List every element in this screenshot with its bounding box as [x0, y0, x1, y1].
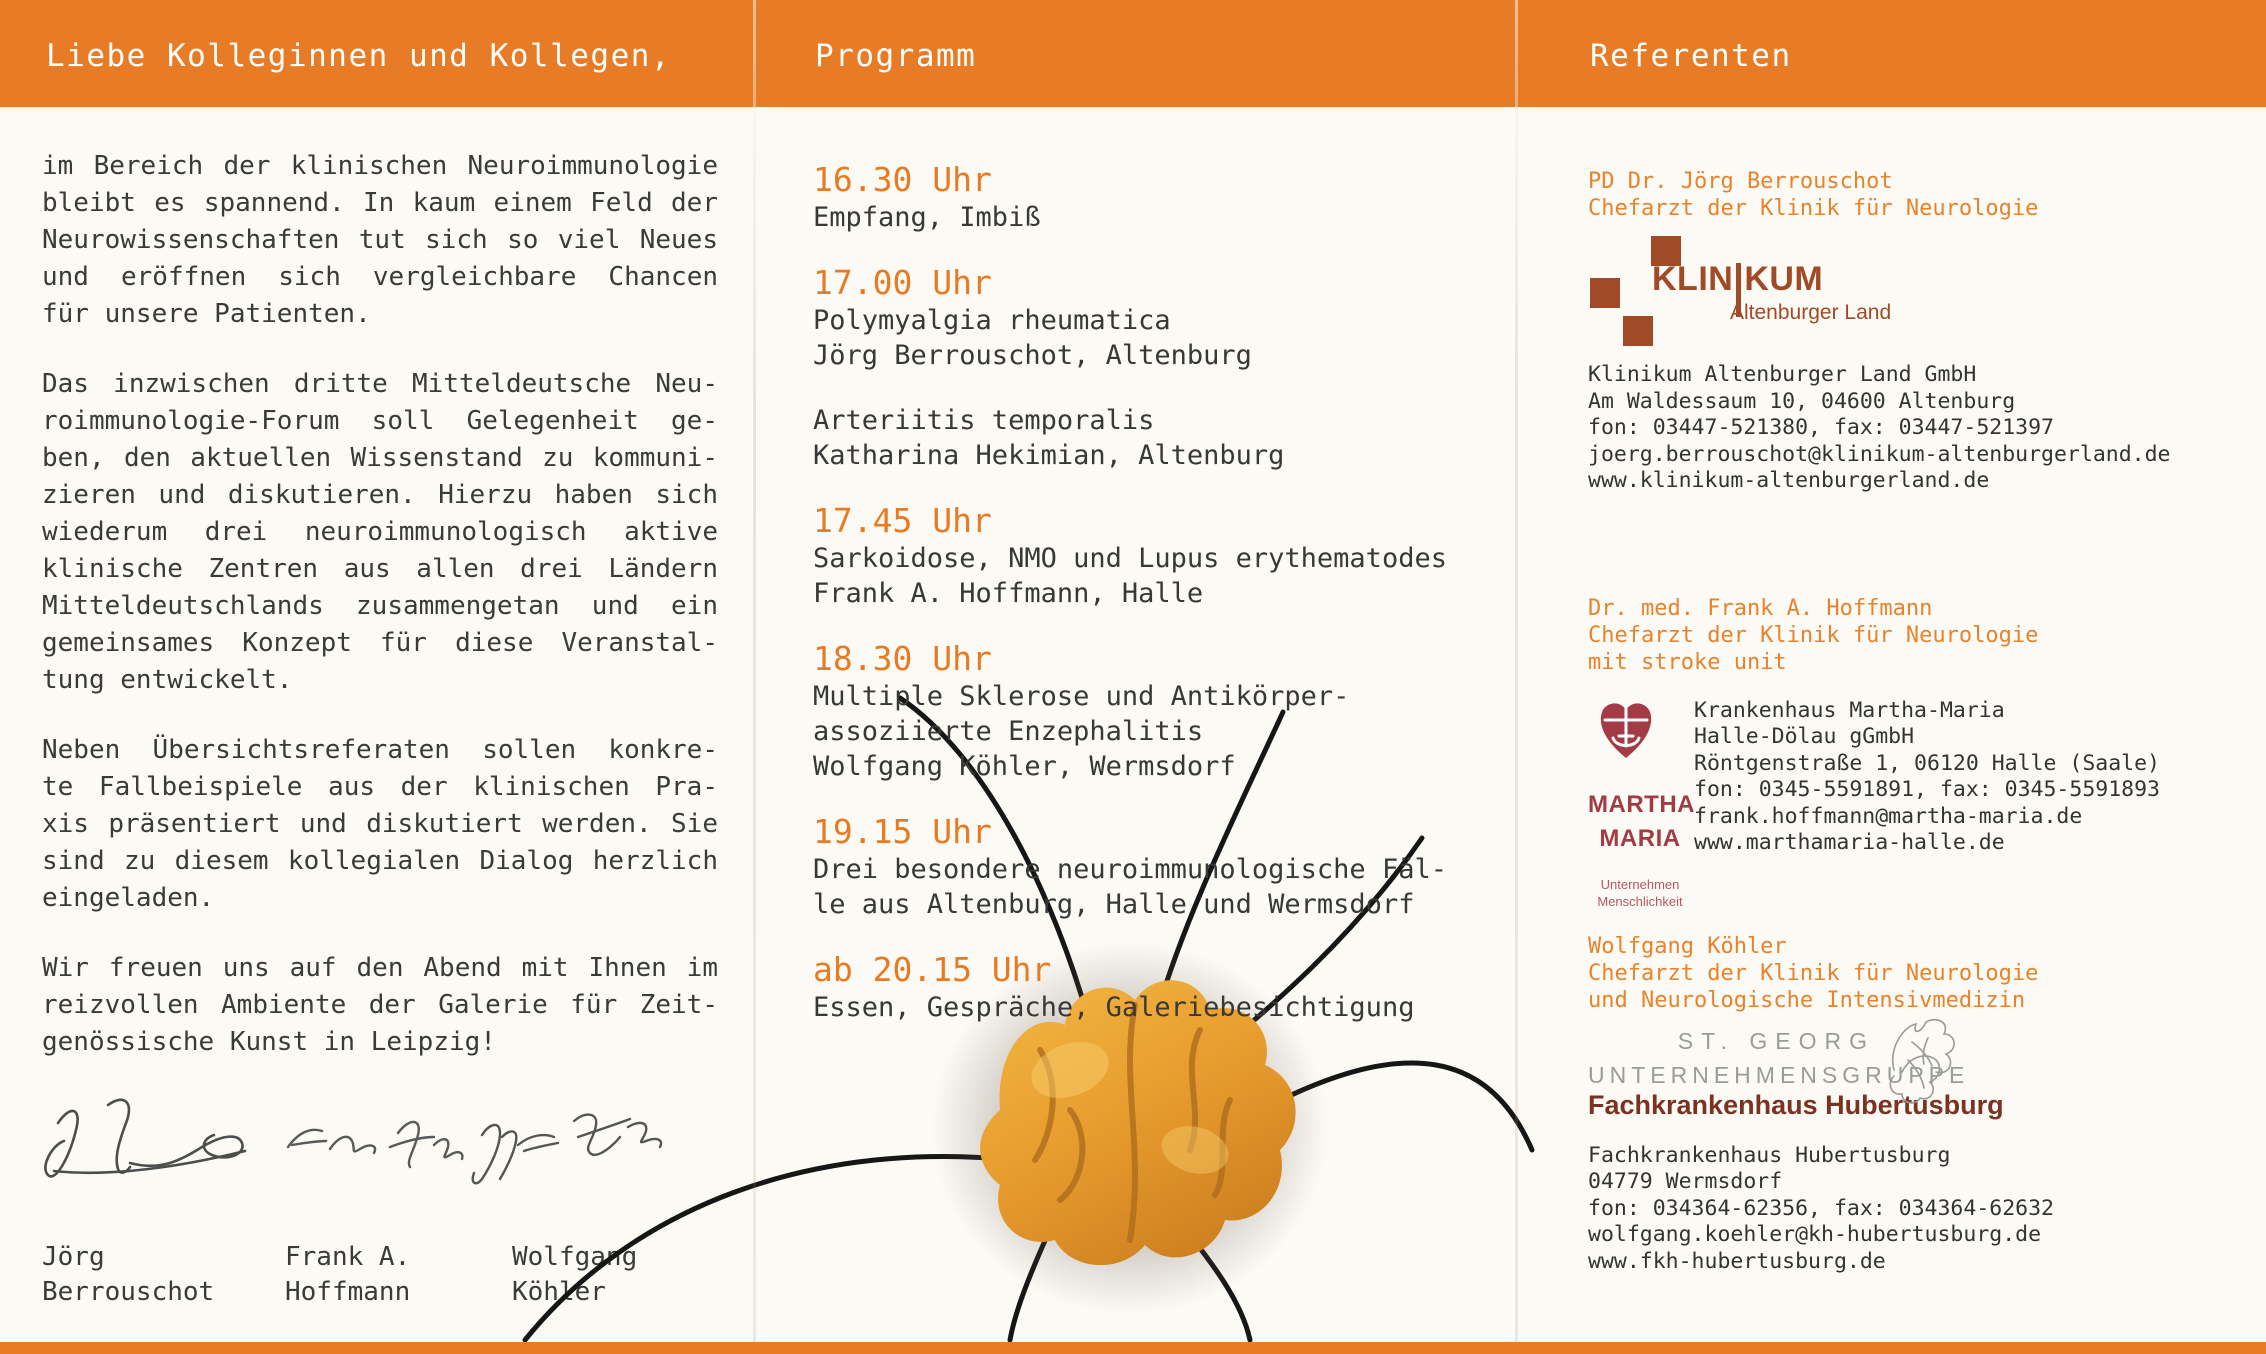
martha-maria-heart-icon — [1596, 696, 1656, 762]
text-line: bleibt es spannend. In kaum einem Feld der — [42, 188, 718, 218]
text-line: te Fallbeispiele aus der klinischen Pra- — [42, 772, 718, 802]
signatures-graphic — [30, 1075, 710, 1225]
program-item — [813, 812, 1513, 922]
st-georg-sketch-icon — [1882, 1012, 1960, 1110]
signatory-last-name: Berrouschot — [42, 1277, 215, 1307]
program-line: Jörg Berrouschot, Altenburg — [813, 340, 1252, 371]
program-line: le aus Altenburg, Halle und Wermsdorf — [813, 889, 1415, 920]
program-line: Multiple Sklerose und Antikörper- — [813, 681, 1350, 712]
greeting-paragraph-2 — [42, 366, 718, 699]
address-line: Am Waldessaum 10, 04600 Altenburg — [1588, 388, 2016, 414]
program-item — [813, 950, 1513, 1025]
text-line: ben, den aktuellen Wissenstand zu kommuni- — [42, 443, 718, 473]
klinikum-logo-subtitle: Altenburger Land — [1730, 301, 1892, 324]
referent-name: Dr. med. Frank A. Hoffmann — [1588, 595, 1933, 621]
text-line: im Bereich der klinischen Neuroimmunologie — [42, 151, 718, 181]
address-line: www.marthamaria-halle.de — [1694, 830, 2005, 855]
martha-maria-section — [1588, 696, 2250, 908]
program-item — [813, 639, 1513, 784]
fold-crease-right — [1515, 0, 1518, 1354]
program-item — [813, 501, 1513, 611]
text-line: Mitteldeutschlands zusammengetan und ein — [42, 591, 718, 621]
footer-band — [0, 1342, 2266, 1354]
martha-wordmark-line1: MARTHA — [1588, 790, 1695, 818]
signatory-first-name: Frank A. — [285, 1242, 411, 1272]
program-time: 19.15 Uhr — [813, 812, 992, 851]
klinikum-altenburger-land-logo — [1588, 236, 2250, 362]
program-item — [813, 263, 1513, 373]
referents-column — [1588, 160, 2250, 1275]
st-georg-wordmark-line2: UNTERNEHMENSGRUPPE — [1588, 1061, 1970, 1088]
program-line: Sarkoidose, NMO und Lupus erythematodes — [813, 543, 1447, 574]
program-line: Katharina Hekimian, Altenburg — [813, 440, 1285, 471]
text-line: zieren und diskutieren. Hierzu haben sich — [42, 480, 718, 510]
address-line: Klinikum Altenburger Land GmbH — [1588, 362, 1977, 387]
klinikum-wordmark-right: KUM — [1744, 260, 1824, 298]
address-line: joerg.berrouschot@klinikum-altenburgerland.de — [1588, 441, 2171, 467]
text-line: Das inzwischen dritte Mitteldeutsche Neu- — [42, 369, 718, 399]
program-line: Wolfgang Köhler, Wermsdorf — [813, 751, 1236, 782]
text-line: genössische Kunst in Leipzig! — [42, 1027, 496, 1057]
program-time: ab 20.15 Uhr — [813, 950, 1052, 989]
text-line: sind zu diesem kollegialen Dialog herzlich — [42, 846, 718, 876]
text-line: roimmunologie-Forum soll Gelegenheit ge- — [42, 406, 718, 436]
address-line: fon: 034364-62356, fax: 034364-62632 — [1588, 1195, 2054, 1221]
program-time: 17.00 Uhr — [813, 263, 992, 302]
referent-name: PD Dr. Jörg Berrouschot — [1588, 169, 1893, 194]
program-line: assoziierte Enzephalitis — [813, 716, 1204, 747]
address-line: fon: 03447-521380, fax: 03447-521397 — [1588, 415, 2054, 440]
st-georg-unternehmensgruppe-logo — [1588, 1028, 2250, 1090]
text-line: Wir freuen uns auf den Abend mit Ihnen im — [42, 953, 718, 983]
greeting-title: Liebe Kolleginnen und Kollegen, — [46, 38, 672, 74]
fold-crease-left — [753, 0, 756, 1354]
signature-wolfgang-koehler — [473, 1115, 661, 1184]
program-time: 18.30 Uhr — [813, 639, 992, 678]
program-title: Programm — [815, 38, 977, 74]
program-time: 17.45 Uhr — [813, 501, 992, 540]
text-line: xis präsentiert und diskutiert werden. Sie — [42, 809, 718, 839]
text-line: klinische Zentren aus allen drei Ländern — [42, 554, 718, 584]
text-line: tung entwickelt. — [42, 665, 293, 695]
referent-name: Wolfgang Köhler — [1588, 933, 1787, 959]
referent-address-block — [1694, 698, 2160, 857]
program-time: 16.30 Uhr — [813, 160, 992, 199]
martha-wordmark-line2: MARIA — [1599, 824, 1681, 852]
program-line: Empfang, Imbiß — [813, 202, 1041, 233]
program-column — [813, 160, 1513, 1025]
referent-role: Chefarzt der Klinik für Neurologie — [1588, 196, 2039, 221]
logo-square — [1590, 278, 1620, 308]
program-item — [813, 160, 1513, 235]
text-line: eingeladen. — [42, 883, 215, 913]
greeting-paragraph-1 — [42, 148, 718, 333]
martha-tagline-line1: Unternehmen — [1600, 876, 1680, 892]
program-line: Drei besondere neuroimmunologische Fäl- — [813, 854, 1447, 885]
address-line: Röntgenstraße 1, 06120 Halle (Saale) — [1694, 750, 2160, 776]
text-line: wiederum drei neuroimmunologisch aktive — [42, 517, 718, 547]
signature-frank-hoffmann — [288, 1122, 462, 1167]
fachkrankenhaus-hubertusburg-wordmark: Fachkrankenhaus Hubertusburg — [1588, 1089, 2004, 1120]
signature-joerg-berrouschot — [45, 1100, 245, 1177]
martha-tagline-line2: Menschlichkeit — [1597, 893, 1683, 909]
address-line: wolfgang.koehler@kh-hubertusburg.de — [1588, 1222, 2042, 1247]
signatory-last-name: Hoffmann — [285, 1277, 411, 1307]
program-line: Essen, Gespräche, Galeriebesichtigung — [813, 992, 1415, 1023]
referents-title: Referenten — [1590, 38, 1792, 74]
text-line: und eröffnen sich vergleichbare Chancen — [42, 262, 718, 292]
program-line: Polymyalgia rheumatica — [813, 305, 1171, 336]
text-line: Neben Übersichtsreferaten sollen konkre- — [42, 735, 718, 765]
address-line: www.klinikum-altenburgerland.de — [1588, 468, 1990, 493]
signatory-name — [285, 1240, 410, 1310]
klinikum-wordmark-left: KLIN — [1652, 260, 1734, 298]
address-line: frank.hoffmann@martha-maria.de — [1694, 803, 2083, 829]
text-line: Neurowissenschaften tut sich so viel Neues — [42, 225, 718, 255]
address-line: Fachkrankenhaus Hubertusburg — [1588, 1142, 1951, 1168]
address-line: www.fkh-hubertusburg.de — [1588, 1248, 1886, 1274]
signatory-name — [42, 1240, 214, 1310]
text-line: reizvollen Ambiente der Galerie für Zeit- — [42, 990, 718, 1020]
signatory-first-name: Wolfgang — [512, 1242, 638, 1272]
text-line: für unsere Patienten. — [42, 299, 371, 329]
program-line: Frank A. Hoffmann, Halle — [813, 578, 1204, 609]
program-line: Arteriitis temporalis — [813, 405, 1155, 436]
program-item — [813, 403, 1513, 473]
address-line: Halle-Dölau gGmbH — [1694, 724, 1915, 749]
signatory-last-name: Köhler — [512, 1277, 606, 1307]
referent-role: Chefarzt der Klinik für Neurologie — [1588, 622, 2039, 648]
address-line: fon: 0345-5591891, fax: 0345-5591893 — [1694, 777, 2160, 802]
logo-square — [1623, 316, 1653, 346]
text-line: gemeinsames Konzept für diese Veranstal- — [42, 628, 718, 658]
signatory-first-name: Jörg — [42, 1242, 105, 1272]
referent-role: Chefarzt der Klinik für Neurologie — [1588, 960, 2039, 986]
address-line: 04779 Wermsdorf — [1588, 1169, 1783, 1194]
address-line: Krankenhaus Martha-Maria — [1694, 697, 2005, 723]
referent-role: mit stroke unit — [1588, 649, 1787, 675]
referent-role: und Neurologische Intensivmedizin — [1588, 987, 2026, 1013]
st-georg-wordmark-line1: ST. GEORG — [1677, 1027, 1875, 1054]
